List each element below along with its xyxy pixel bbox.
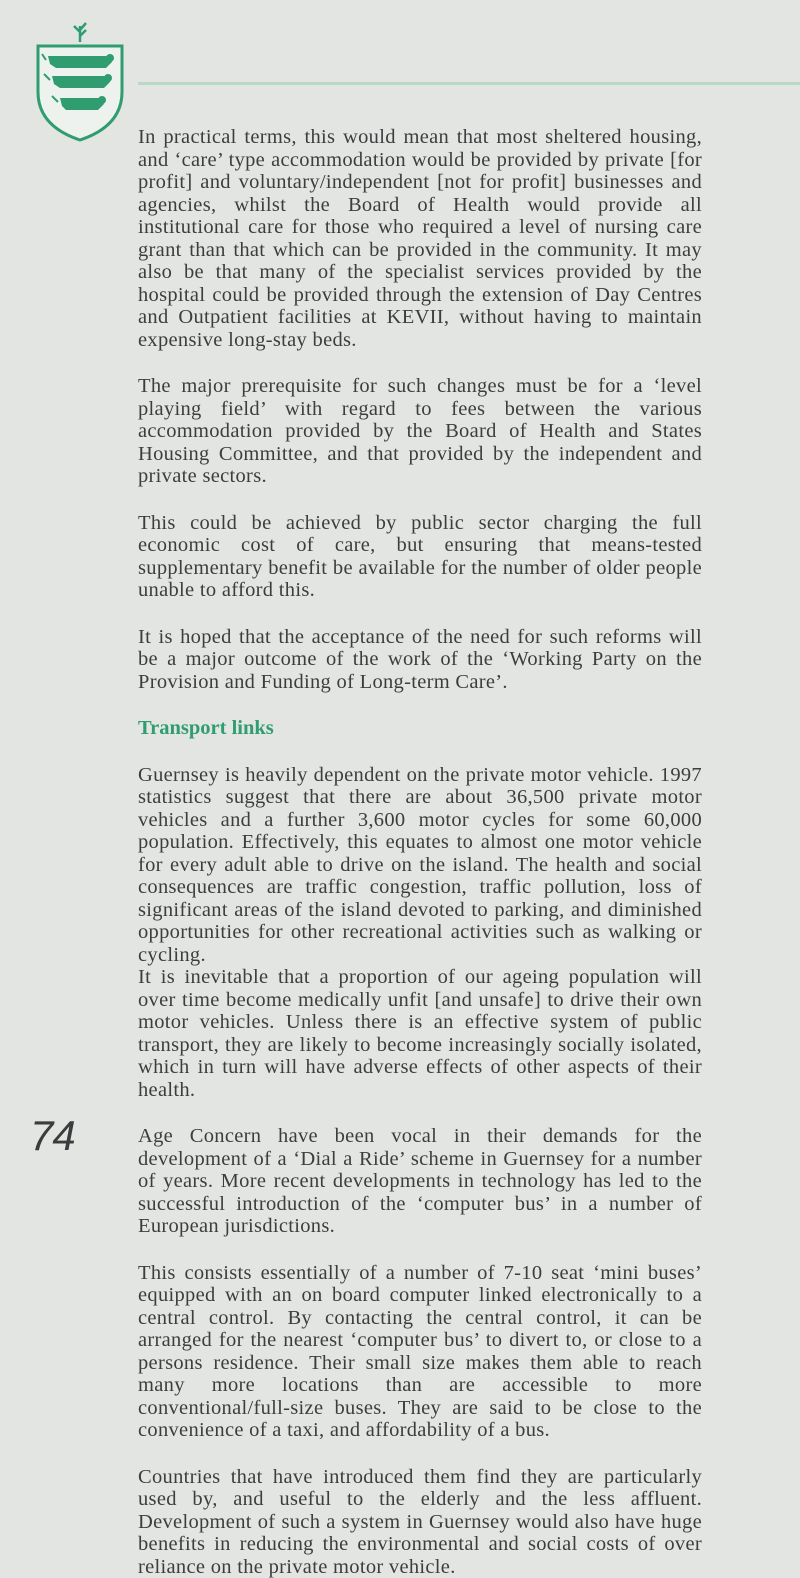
paragraph: In practical terms, this would mean that most sheltered housing, and ‘care’ type accommodation would be provided by private [for profit] and voluntary/independent [not for profit] businesses and agencies, whilst the Board of Health would provide all institutional care for those who required a level of nursing care grant than that which can be provided in the community. It may also be that many of the specialist services provided by the hospital could be provided through the extension of Day Centres and Outpatient facilities at KEVII, without having to maintain expensive long-stay beds. xyxy=(138,126,702,351)
paragraph: It is hoped that the acceptance of the need for such reforms will be a major outcome of the work of the ‘Working Party on the Provision and Funding of Long-term Care’. xyxy=(138,626,702,694)
paragraph: Countries that have introduced them find they are particularly used by, and useful to the elderly and the less affluent. Development of such a system in Guernsey would also have huge benefits in reducing the environmental and social costs of over reliance on the private motor vehicle. xyxy=(138,1466,702,1578)
page-number: 74 xyxy=(30,1112,75,1160)
paragraph: This consists essentially of a number of 7-10 seat ‘mini buses’ equipped with an on board computer linked electronically to a central control. By contacting the central control, it can be arranged for the nearest ‘computer bus’ to divert to, or close to a persons residence. Their small size makes them able to reach many more locations than are accessible to more conventional/full-size buses. They are said to be close to the convenience of a taxi, and affordability of a bus. xyxy=(138,1262,702,1442)
crest-graphic xyxy=(34,20,126,144)
crest-icon xyxy=(34,20,126,144)
paragraph: Guernsey is heavily dependent on the private motor vehicle. 1997 statistics suggest that there are about 36,500 private motor vehicles and a further 3,600 motor cycles for some 60,000 population. Effectively, this equates to almost one motor vehicle for every adult able to drive on the island. The health and social consequences are traffic congestion, traffic pollution, loss of significant areas of the island devoted to parking, and diminished opportunities for other recreational activities such as walking or cycling. xyxy=(138,764,702,967)
paragraph: The major prerequisite for such changes must be for a ‘level playing field’ with regard to fees between the various accommodation provided by the Board of Health and States Housing Committee, and that provided by the independent and private sectors. xyxy=(138,375,702,488)
paragraph: Age Concern have been vocal in their demands for the development of a ‘Dial a Ride’ scheme in Guernsey for a number of years. More recent developments in technology has led to the successful introduction of the ‘computer bus’ in a number of European jurisdictions. xyxy=(138,1125,702,1238)
paragraph: This could be achieved by public sector charging the full economic cost of care, but ensuring that means-tested supplementary benefit be available for the number of older people unable to afford this. xyxy=(138,512,702,602)
section-heading: Transport links xyxy=(138,717,702,740)
paragraph: It is inevitable that a proportion of our ageing population will over time become medically unfit [and unsafe] to drive their own motor vehicles. Unless there is an effective system of public transport, they are likely to become increasingly socially isolated, which in turn will have adverse effects of other aspects of their health. xyxy=(138,966,702,1101)
page-content xyxy=(138,126,702,1578)
header-rule xyxy=(138,82,800,85)
